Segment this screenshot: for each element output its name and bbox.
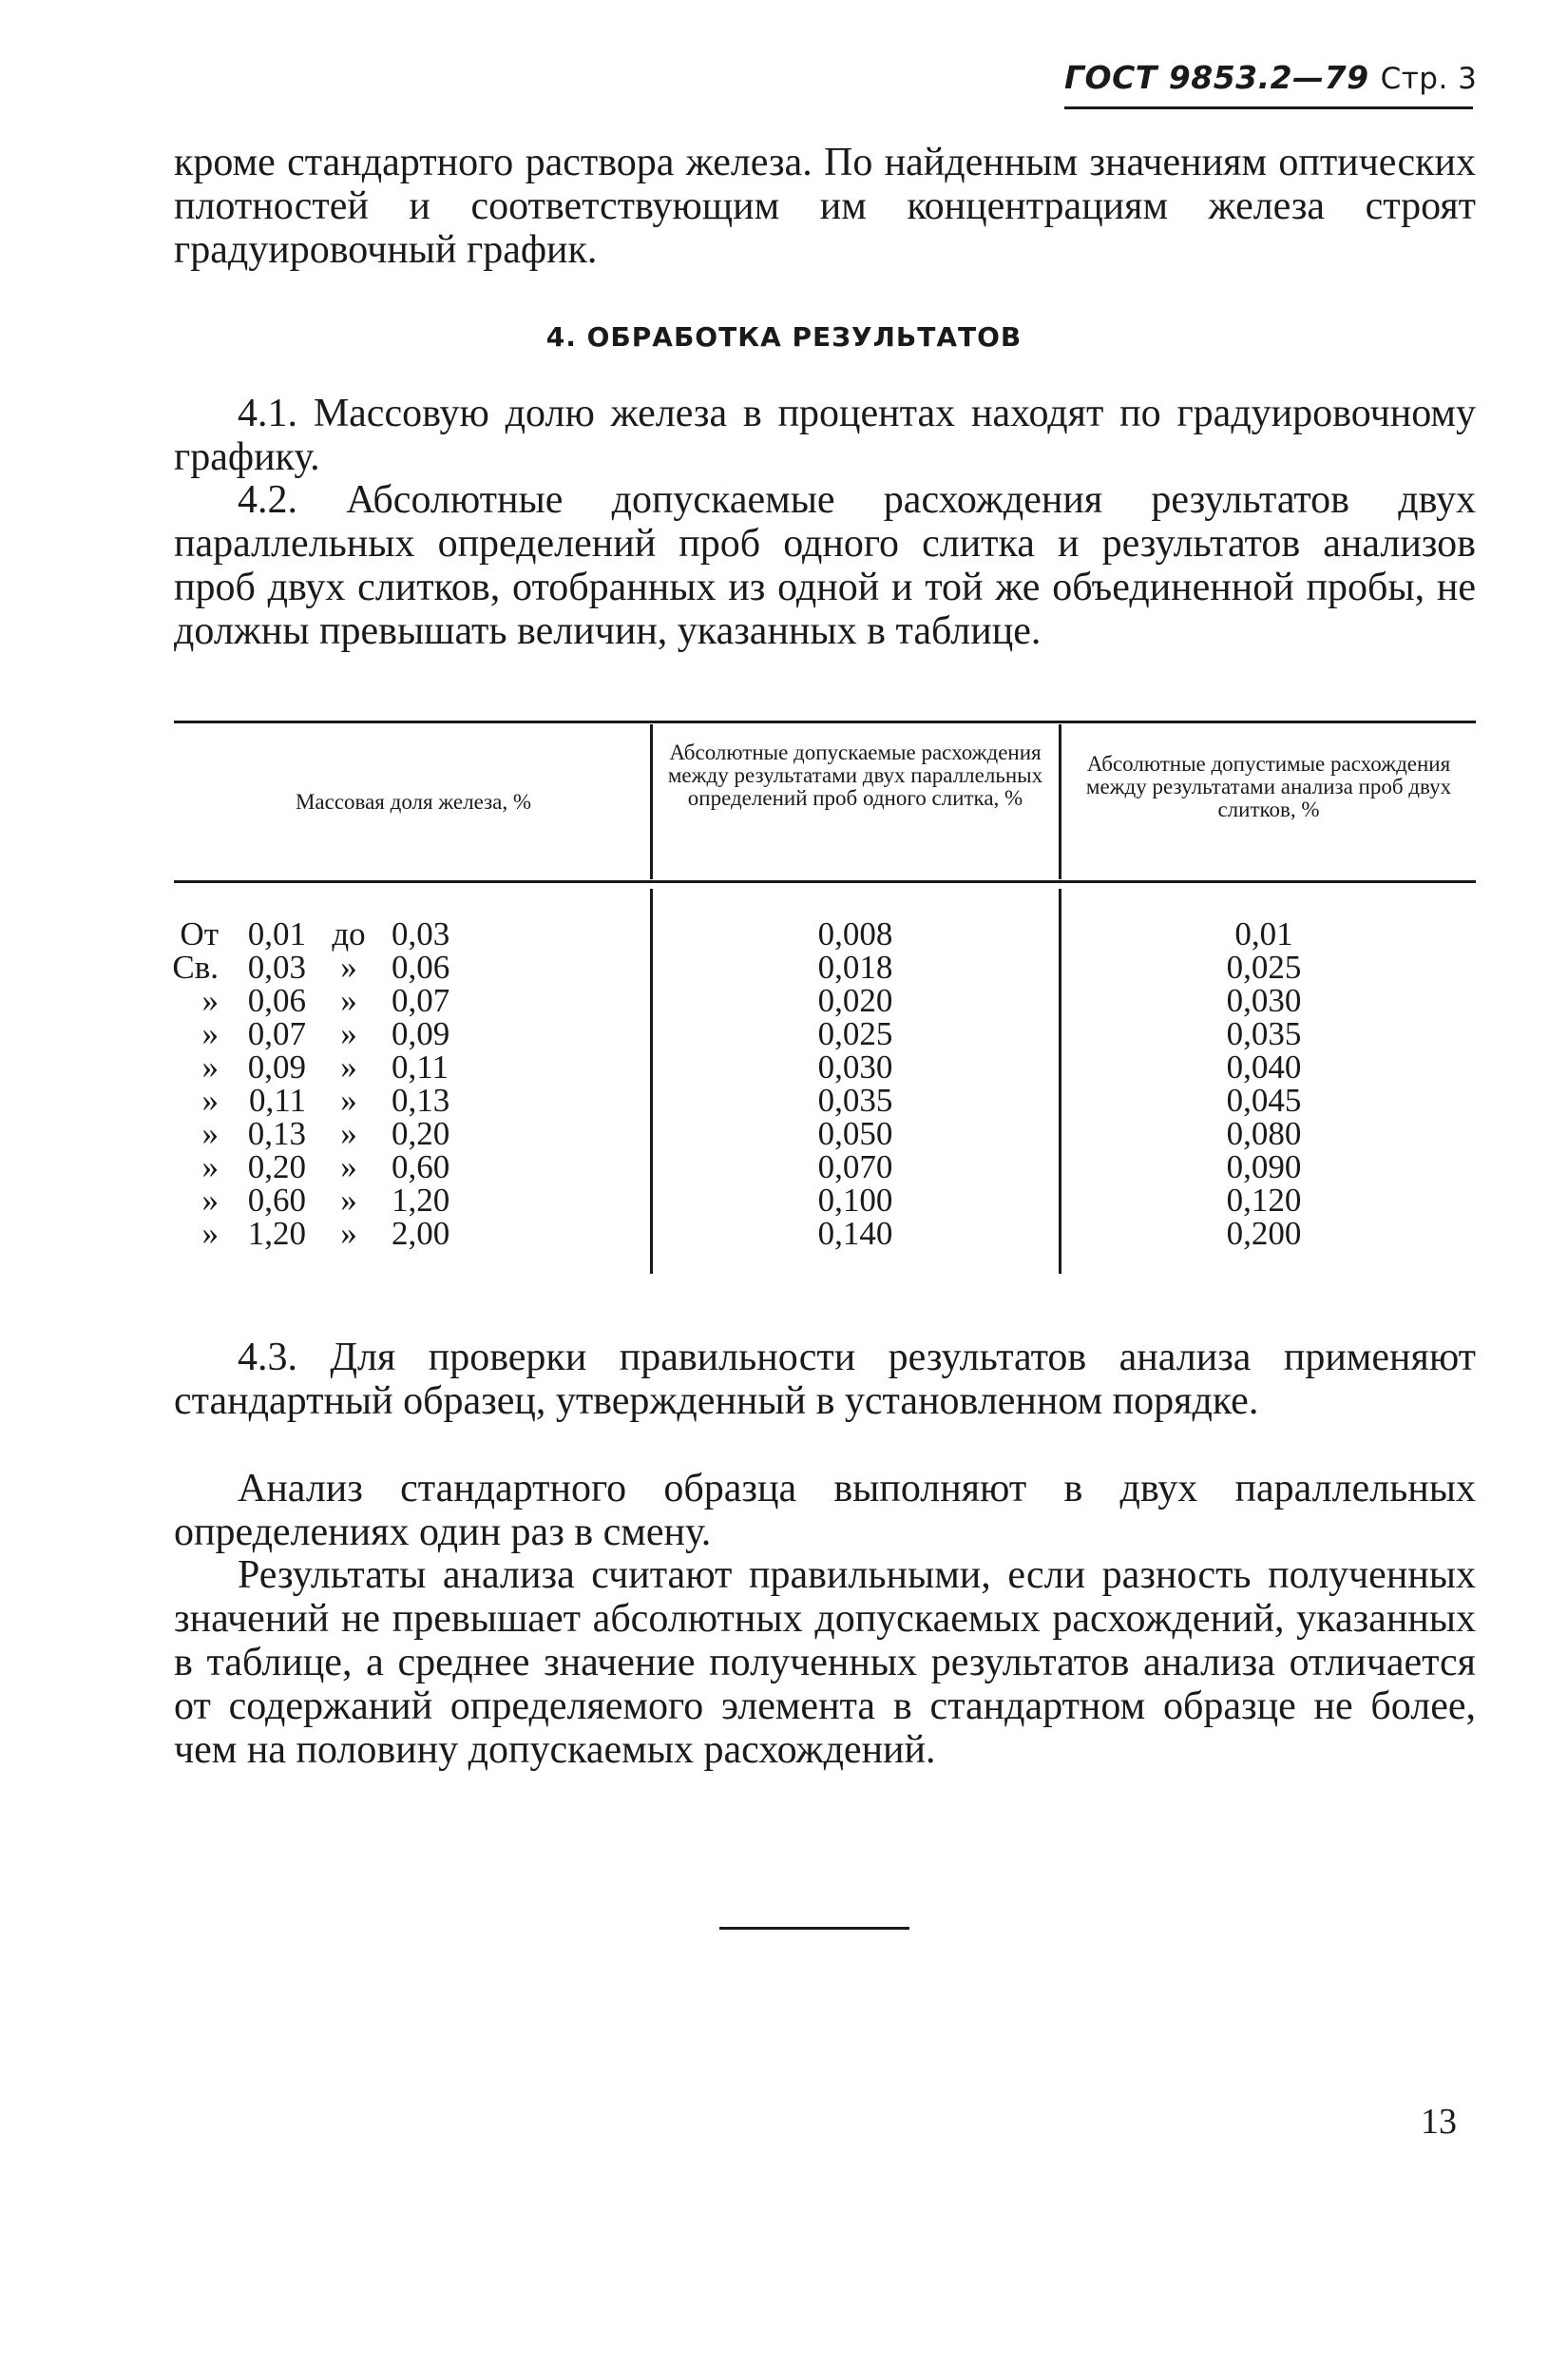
header-ingot-tolerance: Абсолютные допустимые расхождения между результатами анализа проб двух слитков, % [1085,752,1452,821]
range-prefix: » [201,1115,219,1152]
table-col-divider [650,889,653,1274]
parallel-tolerance-column [741,917,969,1250]
parallel-tolerance-cell: 0,100 [817,1182,893,1219]
running-header [1064,59,1482,96]
table-col-divider [1059,889,1061,1274]
range-connector: » [340,982,357,1019]
range-prefix: » [201,1082,219,1119]
range-to: 0,20 [392,1115,450,1152]
range-to: 1,20 [392,1182,450,1219]
range-connector: » [340,1015,357,1052]
range-to: 0,07 [392,982,450,1019]
ingot-tolerance-cell: 0,200 [1226,1215,1302,1252]
table-row [162,984,468,1017]
header-rule [1064,106,1473,109]
range-from: 1,20 [247,1215,306,1252]
paragraph-4-2: 4.2. Абсолютные допускаемые расхождения результатов двух параллельных определений проб одного слитка и результатов анализов проб двух слитков, отобранных из одной и той же объединенной пробы, не должны превышать величин, указанных в таблице. [174,478,1476,653]
table-col-divider [650,724,653,879]
mass-fraction-column [162,917,468,1250]
ingot-tolerance-cell: 0,045 [1226,1082,1302,1119]
range-to: 0,11 [392,1048,449,1086]
range-connector: » [340,1182,357,1219]
range-from: 0,07 [247,1015,306,1052]
intro-paragraph: кроме стандартного раствора железа. По найденным значениям оптических плотностей и соответствующим им концентрациям железа строят градуировочный график. [174,141,1476,272]
table-row [162,1017,468,1050]
parallel-tolerance-cell: 0,020 [817,982,893,1019]
parallel-tolerance-cell: 0,018 [817,949,893,986]
table-row [162,1117,468,1150]
ingot-tolerance-cell: 0,025 [1226,949,1302,986]
table-row [162,1183,468,1217]
range-to: 0,60 [392,1148,450,1185]
ingot-tolerance-cell: 0,035 [1226,1015,1302,1052]
table-col-divider [1059,724,1061,879]
ingot-tolerance-cell: 0,080 [1226,1115,1302,1152]
range-connector: » [340,1215,357,1252]
range-connector: » [340,949,357,986]
range-connector: » [340,1048,357,1086]
range-prefix: » [201,1015,219,1052]
header-mass-fraction: Массовая доля железа, % [295,790,532,814]
parallel-tolerance-cell: 0,070 [817,1148,893,1185]
range-from: 0,09 [247,1048,306,1086]
range-from: 0,03 [247,949,306,986]
range-from: 0,06 [247,982,306,1019]
range-to: 0,09 [392,1015,450,1052]
range-from: 0,13 [247,1115,306,1152]
range-prefix: » [201,1048,219,1086]
ingot-tolerance-cell: 0,030 [1226,982,1302,1019]
paragraph-4-3-c: Результаты анализа считают правильными, если разность полученных значений не превышает абсолютных допускаемых расхождений, указанных в таблице, а среднее значение полученных результатов анализа отличается от содержаний определяемого элемента в стандартном образце не более, чем на половину допускаемых расхождений. [174,1553,1476,1772]
parallel-tolerance-cell: 0,030 [817,1048,893,1086]
table-row [162,1150,468,1183]
table-row [162,917,468,951]
range-to: 0,06 [392,949,450,986]
range-connector: » [340,1148,357,1185]
ingot-tolerance-cell: 0,090 [1226,1148,1302,1185]
section-title: 4. ОБРАБОТКА РЕЗУЛЬТАТОВ [545,321,1023,353]
range-connector: до [332,915,366,952]
range-to: 0,13 [392,1082,450,1119]
table-row [162,1217,468,1250]
range-from: 0,60 [247,1182,306,1219]
parallel-tolerance-cell: 0,050 [817,1115,893,1152]
end-rule [719,1927,909,1930]
header-parallel-tolerance: Абсолютные допускаемые расхождения между результатами двух параллельных определений проб одного слитка, % [667,741,1043,810]
range-connector: » [340,1115,357,1152]
table-row [162,951,468,984]
page-number: 13 [1421,2102,1457,2142]
table-top-rule [174,721,1476,723]
page-label: Стр. 3 [1380,62,1478,96]
range-prefix: Св. [172,949,219,986]
ingot-tolerance-cell: 0,040 [1226,1048,1302,1086]
paragraph-4-1: 4.1. Массовую долю железа в процентах находят по градуировочному графику. [174,392,1476,479]
ingot-tolerance-column [1150,917,1378,1250]
table-header-rule [174,880,1476,883]
range-prefix: » [201,1215,219,1252]
range-prefix: » [201,982,219,1019]
range-prefix: От [180,915,219,952]
range-to: 0,03 [392,915,450,952]
table-row [162,1084,468,1117]
range-from: 0,01 [247,915,306,952]
range-prefix: » [201,1182,219,1219]
standard-number: ГОСТ 9853.2—79 [1064,59,1369,96]
table-row [162,1050,468,1084]
range-from: 0,20 [247,1148,306,1185]
range-prefix: » [201,1148,219,1185]
paragraph-4-3-b: Анализ стандартного образца выполняют в двух параллельных определениях один раз в смену. [174,1467,1476,1554]
parallel-tolerance-cell: 0,140 [817,1215,893,1252]
range-to: 2,00 [392,1215,450,1252]
parallel-tolerance-cell: 0,008 [817,915,893,952]
range-from: 0,11 [249,1082,306,1119]
parallel-tolerance-cell: 0,035 [817,1082,893,1119]
range-connector: » [340,1082,357,1119]
ingot-tolerance-cell: 0,01 [1234,915,1293,952]
paragraph-4-3: 4.3. Для проверки правильности результатов анализа применяют стандартный образец, утвержденный в установленном порядке. [174,1336,1476,1423]
ingot-tolerance-cell: 0,120 [1226,1182,1302,1219]
parallel-tolerance-cell: 0,025 [817,1015,893,1052]
